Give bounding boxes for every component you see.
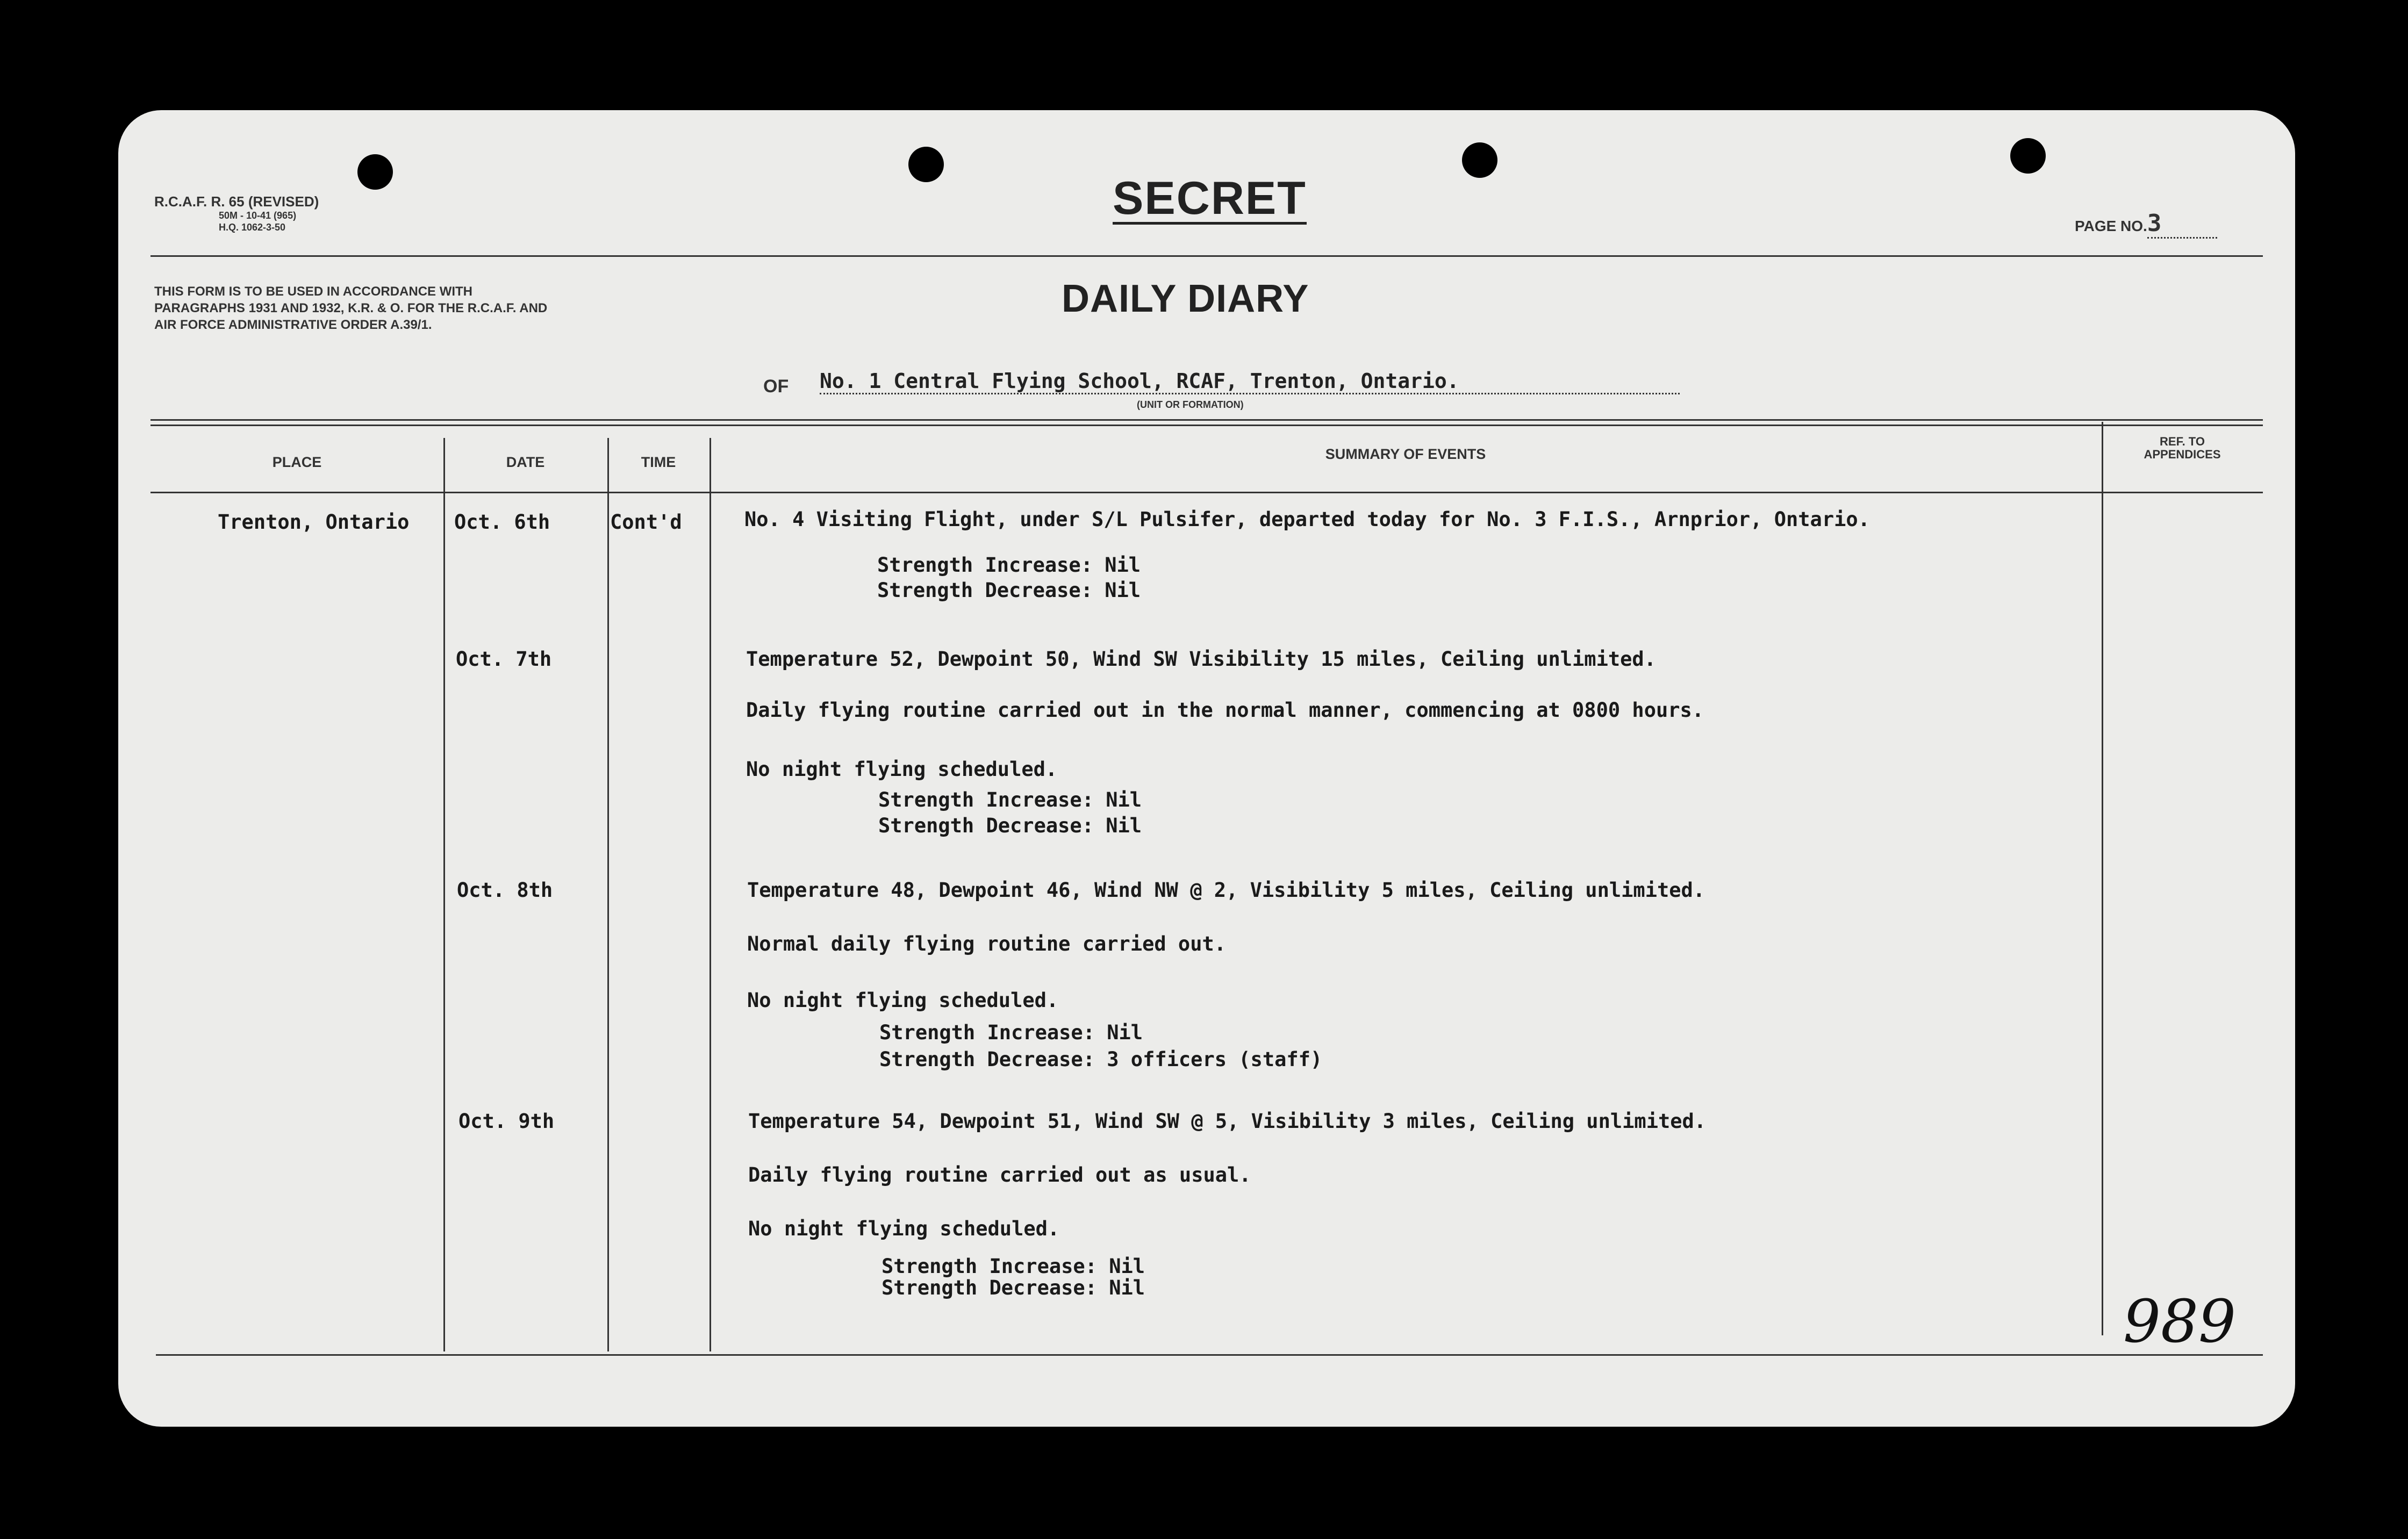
entry-place: Trenton, Ontario <box>218 510 410 534</box>
binder-hole <box>1462 142 1497 178</box>
form-identifier <box>154 193 319 233</box>
classification-heading: SECRET <box>1113 172 1307 224</box>
table-header-rule <box>150 492 2263 493</box>
diary-form-card <box>118 110 2295 1427</box>
summary-line: Temperature 52, Dewpoint 50, Wind SW Visibility 15 miles, Ceiling unlimited. <box>746 648 1656 671</box>
summary-line: Daily flying routine carried out as usual. <box>748 1163 1251 1186</box>
summary-line: Strength Increase: Nil <box>882 1255 1145 1278</box>
entry-date: Oct. 8th <box>457 879 553 902</box>
page-title: DAILY DIARY <box>1062 277 1309 320</box>
entry-time: Cont'd <box>610 510 682 534</box>
entry-date: Oct. 7th <box>456 648 552 671</box>
page-number <box>2075 210 2217 239</box>
unit-of-label: OF <box>763 376 789 397</box>
column-header-ref <box>2102 435 2263 461</box>
summary-line: Strength Decrease: Nil <box>877 579 1141 602</box>
summary-line: Strength Increase: Nil <box>878 788 1142 811</box>
binder-hole <box>908 147 944 182</box>
summary-line: Strength Increase: Nil <box>879 1021 1143 1044</box>
page-number-value: 3 <box>2147 210 2217 239</box>
form-id-line: 50M - 10-41 (965) <box>219 210 297 221</box>
ref-header-line: APPENDICES <box>2144 448 2221 461</box>
column-header-date: DATE <box>506 454 545 470</box>
summary-line: Strength Decrease: 3 officers (staff) <box>879 1048 1323 1071</box>
summary-line: Normal daily flying routine carried out. <box>747 932 1227 955</box>
form-id-line: H.Q. 1062-3-50 <box>219 222 286 233</box>
column-header-summary: SUMMARY OF EVENTS <box>1325 446 1486 462</box>
column-divider <box>607 438 609 1351</box>
table-top-rule <box>150 425 2263 426</box>
binder-hole <box>2010 138 2046 174</box>
page-number-label: PAGE NO. <box>2075 218 2147 234</box>
summary-line: Temperature 48, Dewpoint 46, Wind NW @ 2, Visibility 5 miles, Ceiling unlimited. <box>747 879 1705 902</box>
summary-line: Strength Increase: Nil <box>877 553 1141 577</box>
form-id-line: R.C.A.F. R. 65 (REVISED) <box>154 193 319 210</box>
table-bottom-rule <box>156 1354 2263 1356</box>
summary-line: No night flying scheduled. <box>747 989 1059 1012</box>
entry-date: Oct. 9th <box>458 1110 555 1133</box>
form-instructions: THIS FORM IS TO BE USED IN ACCORDANCE WITH PARAGRAPHS 1931 AND 1932, K.R. & O. FOR THE R.C.A.F. AND AIR FORCE ADMINISTRATIVE ORDER A.39/1. <box>154 284 548 332</box>
binder-hole <box>357 154 393 190</box>
unit-name: No. 1 Central Flying School, RCAF, Trenton, Ontario. <box>820 369 1680 394</box>
column-header-place: PLACE <box>272 454 322 470</box>
ref-header-line: REF. TO <box>2160 435 2205 448</box>
summary-line: No night flying scheduled. <box>746 758 1058 781</box>
summary-line: Strength Decrease: Nil <box>882 1276 1145 1299</box>
unit-caption: (UNIT OR FORMATION) <box>1137 399 1244 410</box>
summary-line: Temperature 54, Dewpoint 51, Wind SW @ 5, Visibility 3 miles, Ceiling unlimited. <box>748 1110 1707 1133</box>
handwritten-folio-number: 989 <box>2123 1287 2236 1356</box>
column-divider <box>2102 422 2103 1335</box>
column-divider <box>710 438 711 1351</box>
summary-line: No night flying scheduled. <box>748 1217 1060 1240</box>
column-divider <box>443 438 445 1351</box>
summary-line: Daily flying routine carried out in the normal manner, commencing at 0800 hours. <box>746 699 1704 722</box>
summary-line: Strength Decrease: Nil <box>878 814 1142 837</box>
header-rule <box>150 255 2263 257</box>
summary-line: No. 4 Visiting Flight, under S/L Pulsifer, departed today for No. 3 F.I.S., Arnprior, Ontario. <box>744 508 1870 531</box>
table-top-rule <box>150 419 2263 421</box>
entry-date: Oct. 6th <box>454 510 550 534</box>
column-header-time: TIME <box>641 454 676 470</box>
